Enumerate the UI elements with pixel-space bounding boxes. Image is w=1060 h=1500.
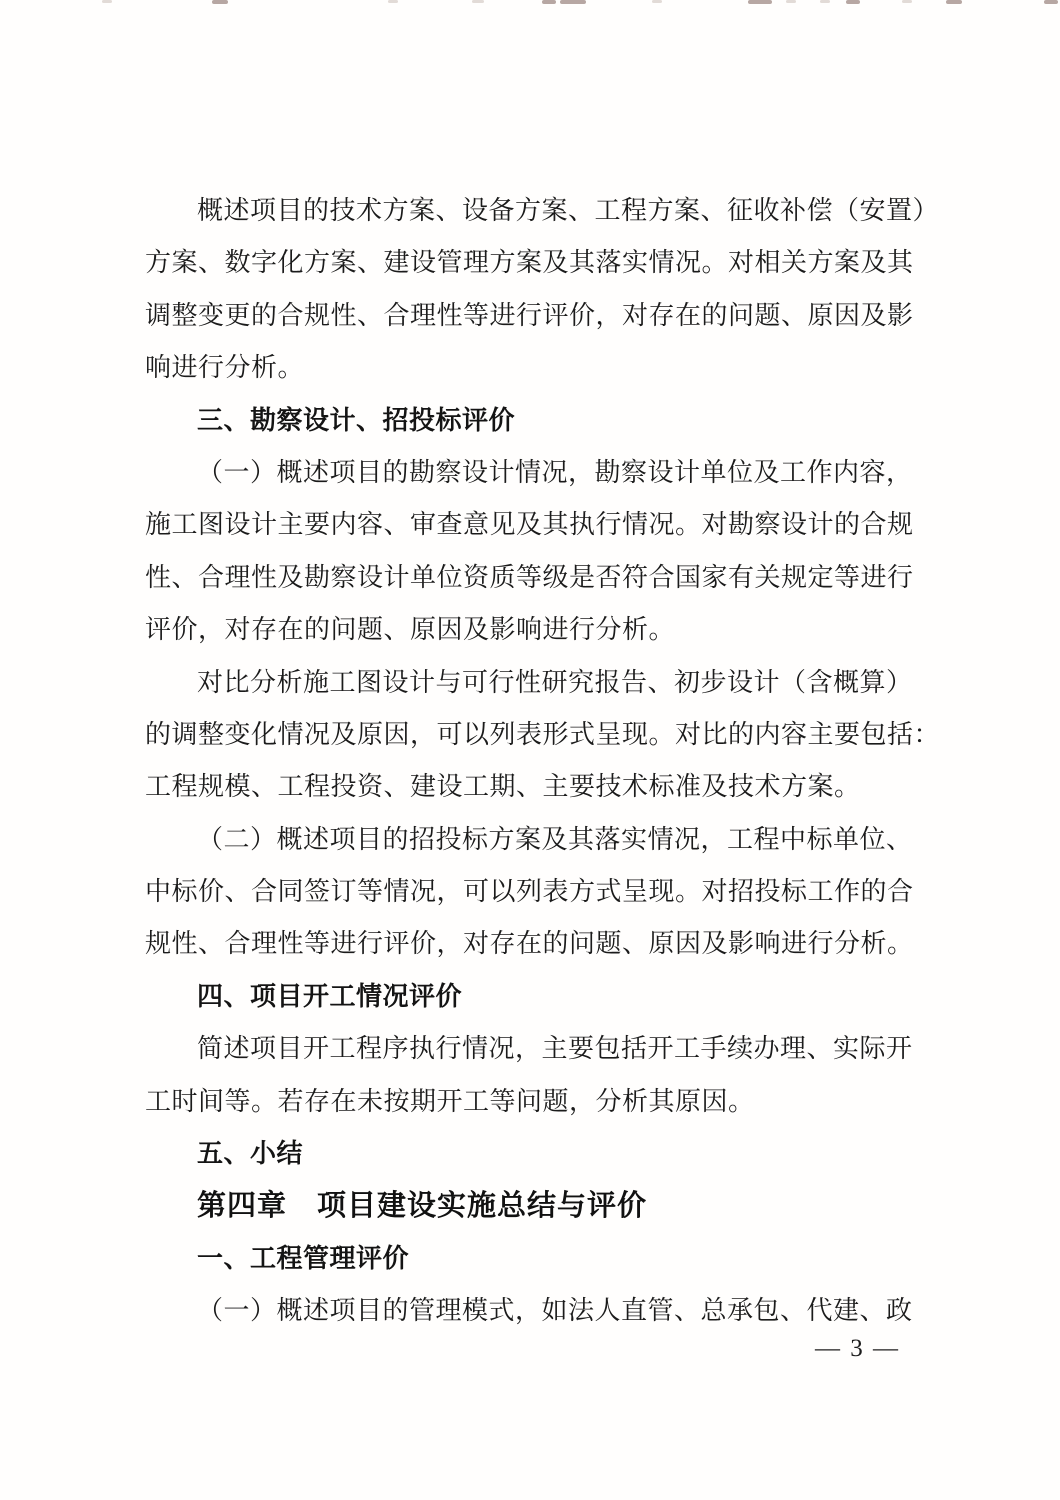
body-line: 性、合理性及勘察设计单位资质等级是否符合国家有关规定等进行	[145, 562, 914, 592]
section-heading: 一、工程管理评价	[197, 1243, 410, 1273]
scan-artifact-dash	[388, 0, 398, 3]
scan-artifact-dash	[102, 0, 112, 3]
scan-artifact-dash	[820, 0, 830, 3]
chapter-heading: 第四章 项目建设实施总结与评价	[197, 1190, 648, 1223]
section-heading: 四、项目开工情况评价	[197, 981, 463, 1011]
section-heading: 三、勘察设计、招投标评价	[197, 405, 516, 435]
scan-artifacts	[0, 0, 1060, 8]
scan-artifact-dash	[902, 0, 912, 3]
scan-artifact-dash	[786, 0, 796, 3]
scan-artifact-dash	[946, 0, 962, 4]
body-line: 方案、数字化方案、建设管理方案及其落实情况。对相关方案及其	[145, 248, 914, 278]
scan-artifact-dash	[1044, 0, 1058, 4]
body-line: 调整变更的合规性、合理性等进行评价，对存在的问题、原因及影	[145, 300, 914, 330]
body-line: 响进行分析。	[145, 353, 305, 383]
document-body	[145, 185, 941, 1338]
scan-artifact-dash	[846, 0, 860, 4]
body-line: （一）概述项目的管理模式，如法人直管、总承包、代建、政	[197, 1296, 913, 1326]
page-number: — 3 —	[815, 1335, 900, 1362]
scan-artifact-dash	[542, 0, 556, 4]
scan-artifact-dash	[212, 0, 228, 4]
body-line: 规性、合理性等进行评价，对存在的问题、原因及影响进行分析。	[145, 929, 914, 959]
body-line: （一）概述项目的勘察设计情况，勘察设计单位及工作内容，	[197, 457, 913, 487]
body-line: 对比分析施工图设计与可行性研究报告、初步设计（含概算）	[197, 667, 913, 697]
body-line: 工程规模、工程投资、建设工期、主要技术标准及技术方案。	[145, 772, 861, 802]
body-line: 工时间等。若存在未按期开工等问题，分析其原因。	[145, 1086, 755, 1116]
scan-artifact-dash	[560, 0, 586, 4]
body-line: 施工图设计主要内容、审查意见及其执行情况。对勘察设计的合规	[145, 510, 914, 540]
body-line: 中标价、合同签订等情况，可以列表方式呈现。对招投标工作的合	[145, 877, 914, 907]
body-line: （二）概述项目的招投标方案及其落实情况，工程中标单位、	[197, 824, 913, 854]
scan-artifact-dash	[472, 0, 484, 3]
scan-artifact-dash	[652, 0, 662, 3]
body-line: 的调整变化情况及原因，可以列表形式呈现。对比的内容主要包括：	[145, 719, 941, 749]
section-heading: 五、小结	[197, 1139, 304, 1169]
body-line: 简述项目开工程序执行情况，主要包括开工手续办理、实际开	[197, 1034, 913, 1064]
body-line: 评价，对存在的问题、原因及影响进行分析。	[145, 615, 676, 645]
body-line: 概述项目的技术方案、设备方案、工程方案、征收补偿（安置）	[197, 196, 940, 225]
scan-artifact-dash	[748, 0, 772, 4]
